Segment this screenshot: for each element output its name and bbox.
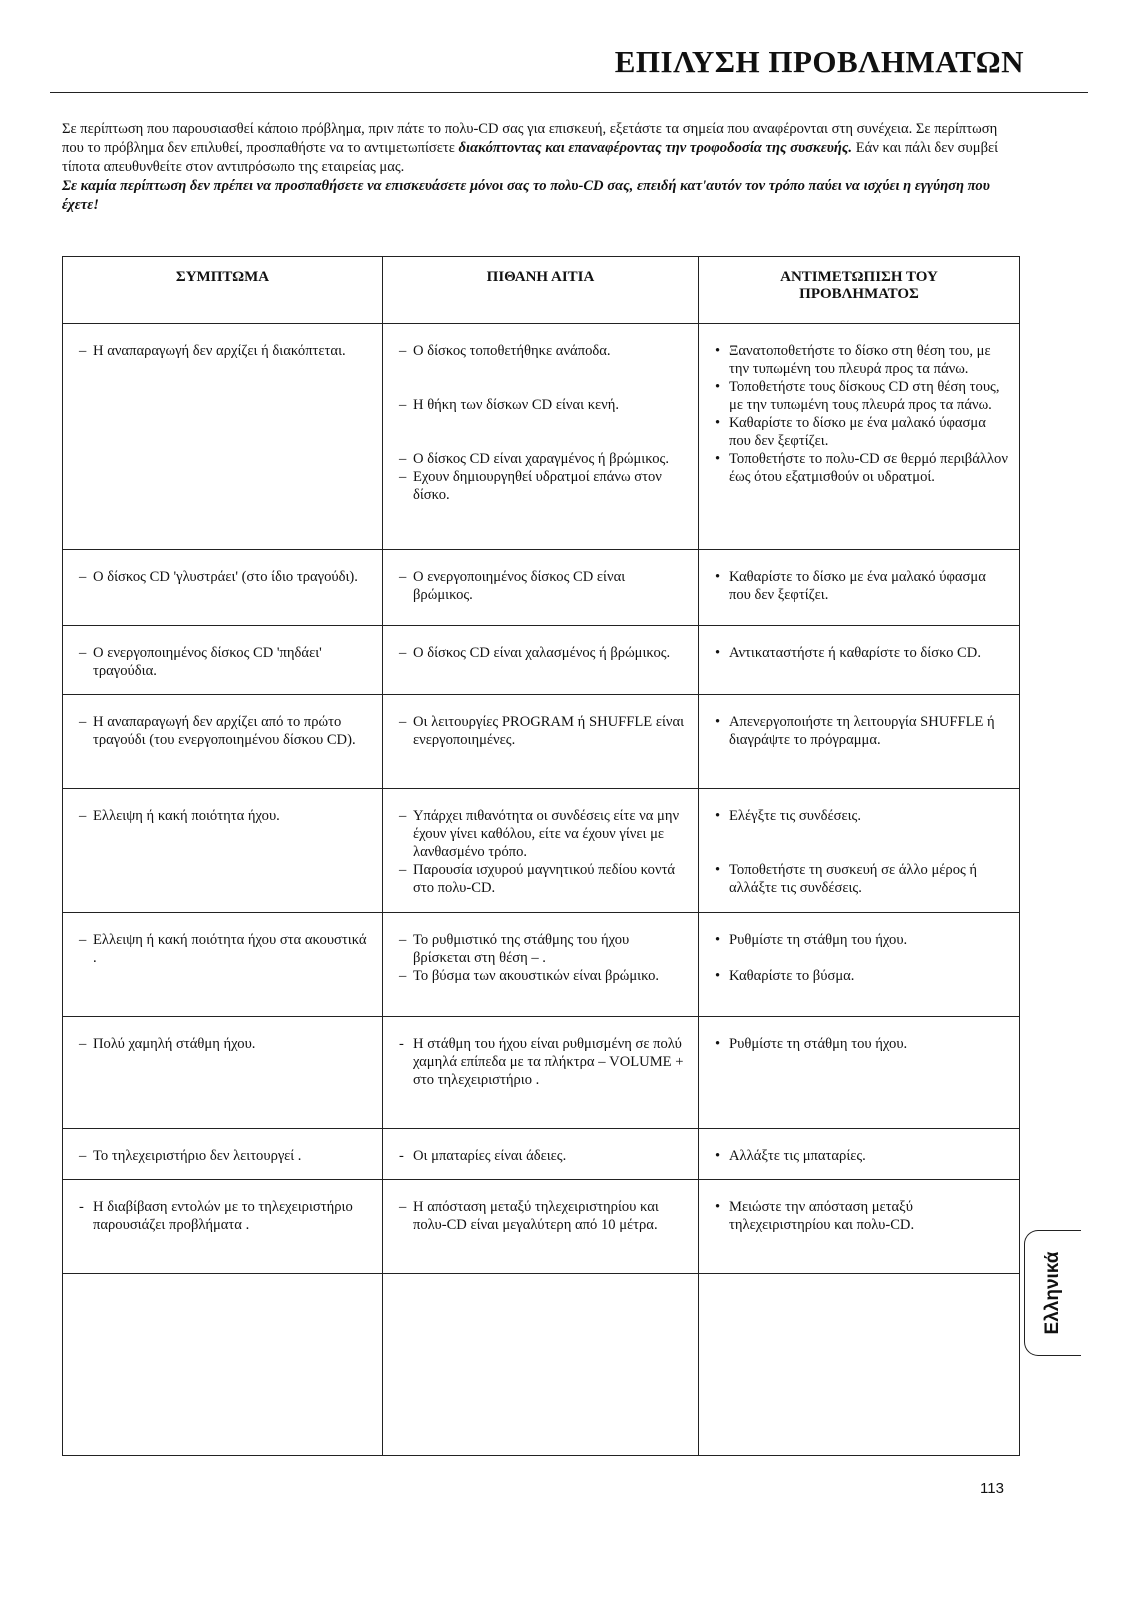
page-title: ΕΠΙΛΥΣΗ ΠΡΟΒΛΗΜΑΤΩΝ (614, 44, 1024, 79)
symptom-cell: – Ελλειψη ή κακή ποιότητα ήχου στα ακουστικά . (63, 913, 383, 1017)
symptom-cell: – Ελλειψη ή κακή ποιότητα ήχου. (63, 789, 383, 913)
table-row (63, 789, 1020, 913)
cause-text: Οι λειτουργίες PROGRAM ή SHUFFLE είναι ενεργοποιημένες. (413, 714, 685, 748)
remedy-cell: • Απενεργοποιήστε τη λειτουργία SHUFFLE ή διαγράψτε το πρόγραμμα. (699, 695, 1020, 789)
table-header-row (63, 257, 1020, 324)
remedy-text: Ξανατοποθετήστε το δίσκο στη θέση του, με την τυπωμένη του πλευρά προς τα πάνω. (729, 343, 991, 377)
table-row (63, 550, 1020, 626)
header-cause: ΠΙΘΑΝΗ ΑΙΤΙΑ (383, 257, 699, 324)
symptom-cell: – Η αναπαραγωγή δεν αρχίζει ή διακόπτεται. (63, 324, 383, 550)
symptom-text: Η αναπαραγωγή δεν αρχίζει από το πρώτο τραγούδι (του ενεργοποιημένου δίσκου CD). (93, 714, 356, 748)
symptom-cell: – Το τηλεχειριστήριο δεν λειτουργεί . (63, 1129, 383, 1180)
remedy-text: Ελέγξτε τις συνδέσεις. (729, 808, 861, 824)
cause-text: Εχουν δημιουργηθεί υδρατμοί επάνω στον δίσκο. (413, 469, 662, 503)
cause-text: Η θήκη των δίσκων CD είναι κενή. (413, 397, 620, 413)
table-row (63, 1017, 1020, 1129)
remedy-cell: • Αλλάξτε τις μπαταρίες. (699, 1129, 1020, 1180)
symptom-cell: – Ο ενεργοποιημένος δίσκος CD 'πηδάει' τραγούδια. (63, 626, 383, 695)
table-row (63, 1129, 1020, 1180)
symptom-text: Το τηλεχειριστήριο δεν λειτουργεί . (93, 1148, 302, 1164)
table-row (63, 695, 1020, 789)
cause-text: Υπάρχει πιθανότητα οι συνδέσεις είτε να μην έχουν γίνει καθόλου, είτε να έχουν γίνει με λανθασμένο τρόπο. (413, 808, 680, 860)
remedy-text: Καθαρίστε το βύσμα. (729, 968, 855, 984)
intro-text-b: Εάν και πάλι δεν συμβεί τίποτα απευθυνθείτε στον αντιπρόσωπο της εταιρείας μας. (62, 140, 999, 175)
remedy-text: Μειώστε την απόσταση μεταξύ τηλεχειριστηρίου και πολυ-CD. (729, 1199, 915, 1233)
warrenty-warning: Σε καμία περίπτωση δεν πρέπει να προσπαθήσετε να επισκευάσετε μόνοι σας το πολυ-CD σας, επειδή κατ'αυτόν τον τρόπο παύει να ισχύει η εγγύηση που έχετε! (62, 178, 990, 213)
cause-cell: - Οι μπαταρίες είναι άδειες. (383, 1129, 699, 1180)
remedy-text: Τοποθετήστε τους δίσκους CD στη θέση τους, με την τυπωμένη τους πλευρά προς τα πάνω. (729, 379, 1000, 413)
cause-cell: – Η απόσταση μεταξύ τηλεχειριστηρίου και πολυ-CD είναι μεγαλύτερη από 10 μέτρα. (383, 1180, 699, 1274)
header-rule (50, 92, 1088, 93)
intro-emphasis: διακόπτοντας και επαναφέροντας την τροφοδοσία της συσκευής. (458, 140, 853, 156)
language-tab (1024, 1230, 1081, 1356)
table-row (63, 913, 1020, 1017)
cause-text: Το ρυθμιστικό της στάθμης του ήχου βρίσκεται στη θέση – . (413, 932, 630, 966)
cause-cell: - Η στάθμη του ήχου είναι ρυθμισμένη σε πολύ χαμηλά επίπεδα με τα πλήκτρα – VOLUME + στο τηλεχειριστήριο . (383, 1017, 699, 1129)
cause-text: Το βύσμα των ακουστικών είναι βρώμικο. (413, 968, 660, 984)
symptom-cell: – Ο δίσκος CD 'γλυστράει' (στο ίδιο τραγούδι). (63, 550, 383, 626)
remedy-text: Ρυθμίστε τη στάθμη του ήχου. (729, 932, 908, 948)
language-label: Ελληνικά (1042, 1251, 1063, 1335)
remedy-cell: • Ελέγξτε τις συνδέσεις. • Τοποθετήστε τη συσκευή σε άλλο μέρος ή αλλάξτε τις συνδέσεις. (699, 789, 1020, 913)
cause-cell: – Υπάρχει πιθανότητα οι συνδέσεις είτε να μην έχουν γίνει καθόλου, είτε να έχουν γίνει με λανθασμένο τρόπο. – Παρουσία ισχυρού μαγνητικού πεδίου κοντά στο πολυ-CD. (383, 789, 699, 913)
remedy-text: Ρυθμίστε τη στάθμη του ήχου. (729, 1036, 908, 1052)
symptom-text: Ο ενεργοποιημένος δίσκος CD 'πηδάει' τραγούδια. (93, 645, 322, 679)
symptom-text: Η διαβίβαση εντολών με το τηλεχειριστήριο παρουσιάζει προβλήματα . (93, 1199, 353, 1233)
remedy-cell: • Μειώστε την απόσταση μεταξύ τηλεχειριστηρίου και πολυ-CD. (699, 1180, 1020, 1274)
symptom-text: Ελλειψη ή κακή ποιότητα ήχου. (93, 808, 280, 824)
empty-cell (383, 1274, 699, 1456)
header-remedy-line2: ΠΡΟΒΛΗΜΑΤΟΣ (799, 286, 919, 302)
remedy-text: Αλλάξτε τις μπαταρίες. (729, 1148, 866, 1164)
cause-text: Οι μπαταρίες είναι άδειες. (413, 1148, 567, 1164)
symptom-text: Η αναπαραγωγή δεν αρχίζει ή διακόπτεται. (93, 343, 346, 359)
symptom-text: Ο δίσκος CD 'γλυστράει' (στο ίδιο τραγούδι). (93, 569, 358, 585)
cause-cell: – Ο δίσκος CD είναι χαλασμένος ή βρώμικος. (383, 626, 699, 695)
cause-text: Η στάθμη του ήχου είναι ρυθμισμένη σε πολύ χαμηλά επίπεδα με τα πλήκτρα – VOLUME + στο τηλεχειριστήριο . (413, 1036, 684, 1088)
cause-text: Ο δίσκος τοποθετήθηκε ανάποδα. (413, 343, 611, 359)
remedy-text: Τοποθετήστε τη συσκευή σε άλλο μέρος ή αλλάξτε τις συνδέσεις. (729, 862, 978, 896)
empty-cell (699, 1274, 1020, 1456)
cause-cell: – Ο ενεργοποιημένος δίσκος CD είναι βρώμικος. (383, 550, 699, 626)
cause-text: Ο ενεργοποιημένος δίσκος CD είναι βρώμικος. (413, 569, 626, 603)
remedy-text: Αντικαταστήστε ή καθαρίστε το δίσκο CD. (729, 645, 981, 661)
table-row (63, 626, 1020, 695)
symptom-text: Πολύ χαμηλή στάθμη ήχου. (93, 1036, 256, 1052)
remedy-cell: • Αντικαταστήστε ή καθαρίστε το δίσκο CD. (699, 626, 1020, 695)
table-row-empty (63, 1274, 1020, 1456)
symptom-cell: - Η διαβίβαση εντολών με το τηλεχειριστήριο παρουσιάζει προβλήματα . (63, 1180, 383, 1274)
cause-text: Παρουσία ισχυρού μαγνητικού πεδίου κοντά στο πολυ-CD. (413, 862, 676, 896)
table-row (63, 324, 1020, 550)
cause-cell: – Το ρυθμιστικό της στάθμης του ήχου βρίσκεται στη θέση – . – Το βύσμα των ακουστικών είναι βρώμικο. (383, 913, 699, 1017)
intro-text (62, 120, 1022, 215)
remedy-cell: • Ξανατοποθετήστε το δίσκο στη θέση του, με την τυπωμένη του πλευρά προς τα πάνω. • Τοποθετήστε τους δίσκους CD στη θέση τους, με την τυπωμένη τους πλευρά προς τα πάνω. • Καθαρίστε το δίσκο με ένα μαλακό ύφασμα που δεν ξεφτίζει. • Τοποθετήστε το πολυ-CD σε θερμό περιβάλλον έως ότου εξατμισθούν οι υδρατμοί. (699, 324, 1020, 550)
remedy-cell: • Καθαρίστε το δίσκο με ένα μαλακό ύφασμα που δεν ξεφτίζει. (699, 550, 1020, 626)
remedy-cell: • Ρυθμίστε τη στάθμη του ήχου. • Καθαρίστε το βύσμα. (699, 913, 1020, 1017)
header-remedy-line1: ΑΝΤΙΜΕΤΩΠΙΣΗ ΤΟΥ (780, 269, 938, 285)
intro-text-a: Σε περίπτωση που παρουσιασθεί κάποιο πρόβλημα, πριν πάτε το πολυ-CD σας για επισκευή, εξετάστε τα σημεία που αναφέρονται στη συνέχεια. Σε περίπτωση που το πρόβλημα δεν επιλυθεί, προσπαθήστε να το αντιμετωπίσετε (62, 121, 998, 156)
header-symptom: ΣΥΜΠΤΩΜΑ (63, 257, 383, 324)
remedy-text: Απενεργοποιήστε τη λειτουργία SHUFFLE ή διαγράψτε το πρόγραμμα. (729, 714, 995, 748)
symptom-text: Ελλειψη ή κακή ποιότητα ήχου στα ακουστικά . (93, 932, 367, 966)
symptom-cell: – Η αναπαραγωγή δεν αρχίζει από το πρώτο τραγούδι (του ενεργοποιημένου δίσκου CD). (63, 695, 383, 789)
cause-text: Ο δίσκος CD είναι χαλασμένος ή βρώμικος. (413, 645, 671, 661)
empty-cell (63, 1274, 383, 1456)
symptom-cell: – Πολύ χαμηλή στάθμη ήχου. (63, 1017, 383, 1129)
remedy-cell: • Ρυθμίστε τη στάθμη του ήχου. (699, 1017, 1020, 1129)
intro-paragraph (62, 120, 1022, 177)
remedy-text: Καθαρίστε το δίσκο με ένα μαλακό ύφασμα που δεν ξεφτίζει. (729, 415, 986, 449)
cause-cell: – Οι λειτουργίες PROGRAM ή SHUFFLE είναι ενεργοποιημένες. (383, 695, 699, 789)
remedy-text: Καθαρίστε το δίσκο με ένα μαλακό ύφασμα που δεν ξεφτίζει. (729, 569, 986, 603)
cause-text: Η απόσταση μεταξύ τηλεχειριστηρίου και πολυ-CD είναι μεγαλύτερη από 10 μέτρα. (413, 1199, 659, 1233)
cause-text: Ο δίσκος CD είναι χαραγμένος ή βρώμικος. (413, 451, 669, 467)
table-row (63, 1180, 1020, 1274)
troubleshooting-table (62, 256, 1020, 1456)
remedy-text: Τοποθετήστε το πολυ-CD σε θερμό περιβάλλον έως ότου εξατμισθούν οι υδρατμοί. (729, 451, 1008, 485)
page-number: 113 (980, 1480, 1004, 1497)
header-remedy (699, 257, 1020, 324)
cause-cell: – Ο δίσκος τοποθετήθηκε ανάποδα. – Η θήκη των δίσκων CD είναι κενή. – Ο δίσκος CD είναι χαραγμένος ή βρώμικος. – Εχουν δημιουργηθεί υδρατμοί επάνω στον δίσκο. (383, 324, 699, 550)
